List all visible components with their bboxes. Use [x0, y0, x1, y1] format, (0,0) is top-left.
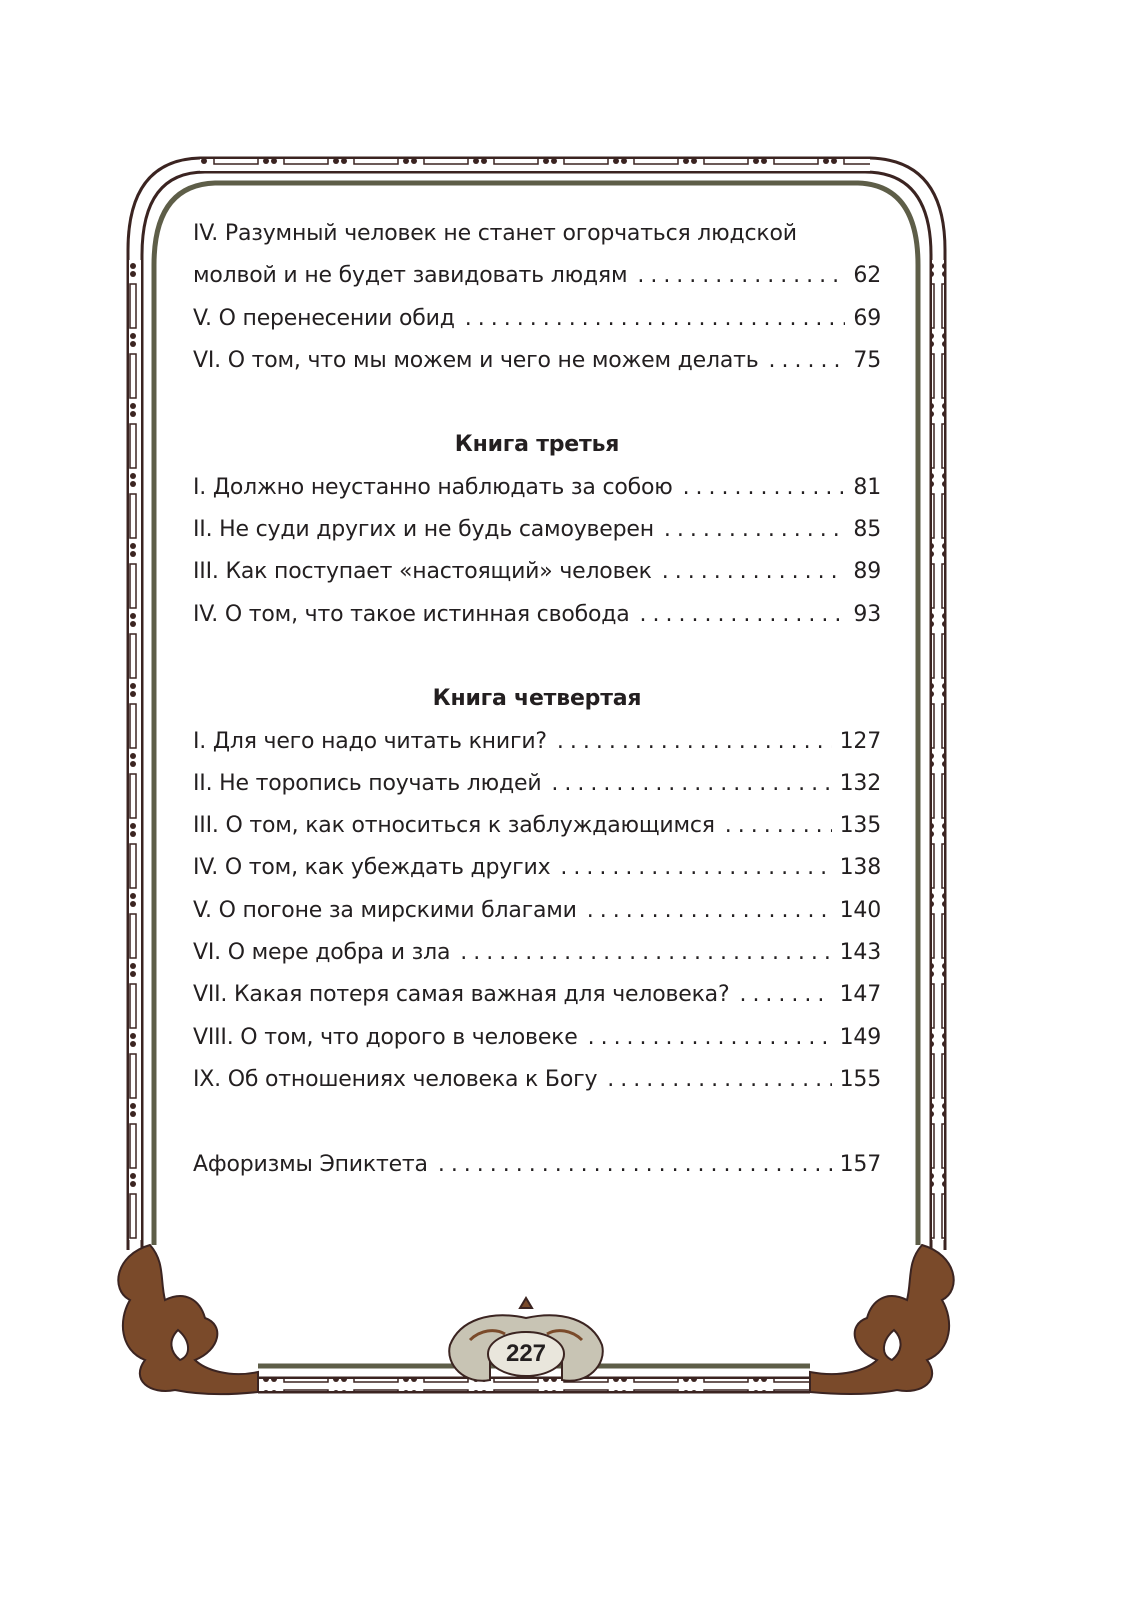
toc-entry-page: 138	[839, 855, 881, 881]
dot-leader	[739, 974, 831, 1016]
toc-entry-title: I. Должно неустанно наблюдать за собою	[193, 474, 673, 500]
toc-entry-title: VII. Какая потеря самая важная для человека?	[193, 982, 730, 1008]
toc-entry	[193, 509, 881, 551]
toc-entry	[193, 467, 881, 509]
toc-entry	[193, 890, 881, 932]
toc-entry-page: 69	[853, 305, 881, 331]
toc-entry-title: III. Как поступает «настоящий» человек	[193, 559, 652, 585]
toc-entry-page: 155	[839, 1066, 881, 1092]
toc-entry-page: 135	[839, 813, 881, 839]
toc-entry-title: VI. О мере добра и зла	[193, 940, 451, 966]
toc-entry	[193, 551, 881, 593]
dot-leader	[465, 298, 846, 340]
toc-entry	[193, 255, 881, 297]
dot-leader	[664, 509, 845, 551]
dot-leader	[662, 551, 846, 593]
toc-entry-title: V. О погоне за мирскими благами	[193, 897, 577, 923]
toc-entry	[193, 1059, 881, 1101]
toc-entry-title: I. Для чего надо читать книги?	[193, 728, 547, 754]
toc-entry	[193, 805, 881, 847]
toc-entry	[193, 847, 881, 889]
toc-entry-aphorisms	[193, 1144, 881, 1186]
toc-entry	[193, 340, 881, 382]
toc-entry-title: VIII. О том, что дорого в человеке	[193, 1024, 578, 1050]
dot-leader	[438, 1144, 832, 1186]
dot-leader	[551, 763, 831, 805]
dot-leader	[587, 890, 832, 932]
dot-leader	[560, 847, 831, 889]
section-heading-book4: Книга четвертая	[432, 686, 642, 712]
section-heading-book3: Книга третья	[454, 432, 620, 458]
toc-entry	[193, 594, 881, 636]
toc-entry-title: молвой и не будет завидовать людям	[193, 263, 628, 289]
toc-entry	[193, 721, 881, 763]
toc-entry-title: IV. Разумный человек не станет огорчаться людской	[193, 221, 797, 246]
toc-entry-page: 143	[839, 940, 881, 966]
toc-entry-title: II. Не суди других и не будь самоуверен	[193, 517, 654, 543]
toc-entry-title: III. О том, как относиться к заблуждающимся	[193, 813, 715, 839]
toc-entry-title: IV. О том, как убеждать других	[193, 855, 551, 881]
dot-leader	[683, 467, 846, 509]
toc-entry-page: 81	[853, 474, 881, 500]
toc-entry	[193, 1017, 881, 1059]
toc-entry-page: 85	[853, 517, 881, 543]
dot-leader	[769, 340, 846, 382]
toc-entry-page: 127	[839, 728, 881, 754]
dot-leader	[607, 1059, 831, 1101]
dot-leader	[588, 1017, 832, 1059]
toc-entry-title: IV. О том, что такое истинная свобода	[193, 601, 630, 627]
left-corner-ornament	[118, 1245, 258, 1394]
toc-entry	[193, 213, 881, 255]
dot-leader	[557, 721, 832, 763]
toc-entry-page: 75	[853, 347, 881, 373]
right-corner-ornament	[810, 1245, 954, 1394]
toc-entry	[193, 763, 881, 805]
toc-entry	[193, 298, 881, 340]
toc-entry-page: 132	[839, 770, 881, 796]
toc-entry-title: IX. Об отношениях человека к Богу	[193, 1066, 598, 1092]
dot-leader	[640, 594, 846, 636]
toc-entry-page: 62	[853, 263, 881, 289]
toc-entry-page: 149	[839, 1024, 881, 1050]
toc-entry	[193, 974, 881, 1016]
toc-entry-title: V. О перенесении обид	[193, 305, 455, 331]
toc-entry-page: 89	[853, 559, 881, 585]
toc-entry-page: 147	[839, 982, 881, 1008]
toc-entry-page: 140	[839, 897, 881, 923]
toc-entry	[193, 932, 881, 974]
toc-entry-title: II. Не торопись поучать людей	[193, 770, 542, 796]
dot-leader	[637, 255, 845, 297]
table-of-contents	[193, 213, 881, 1186]
dot-leader	[725, 805, 832, 847]
dot-leader	[460, 932, 831, 974]
toc-entry-title: VI. О том, что мы можем и чего не можем делать	[193, 347, 759, 373]
toc-entry-page: 93	[853, 601, 881, 627]
toc-entry-title: Афоризмы Эпиктета	[193, 1151, 428, 1177]
page-number: 227	[505, 1340, 547, 1367]
toc-entry-page: 157	[839, 1151, 881, 1177]
